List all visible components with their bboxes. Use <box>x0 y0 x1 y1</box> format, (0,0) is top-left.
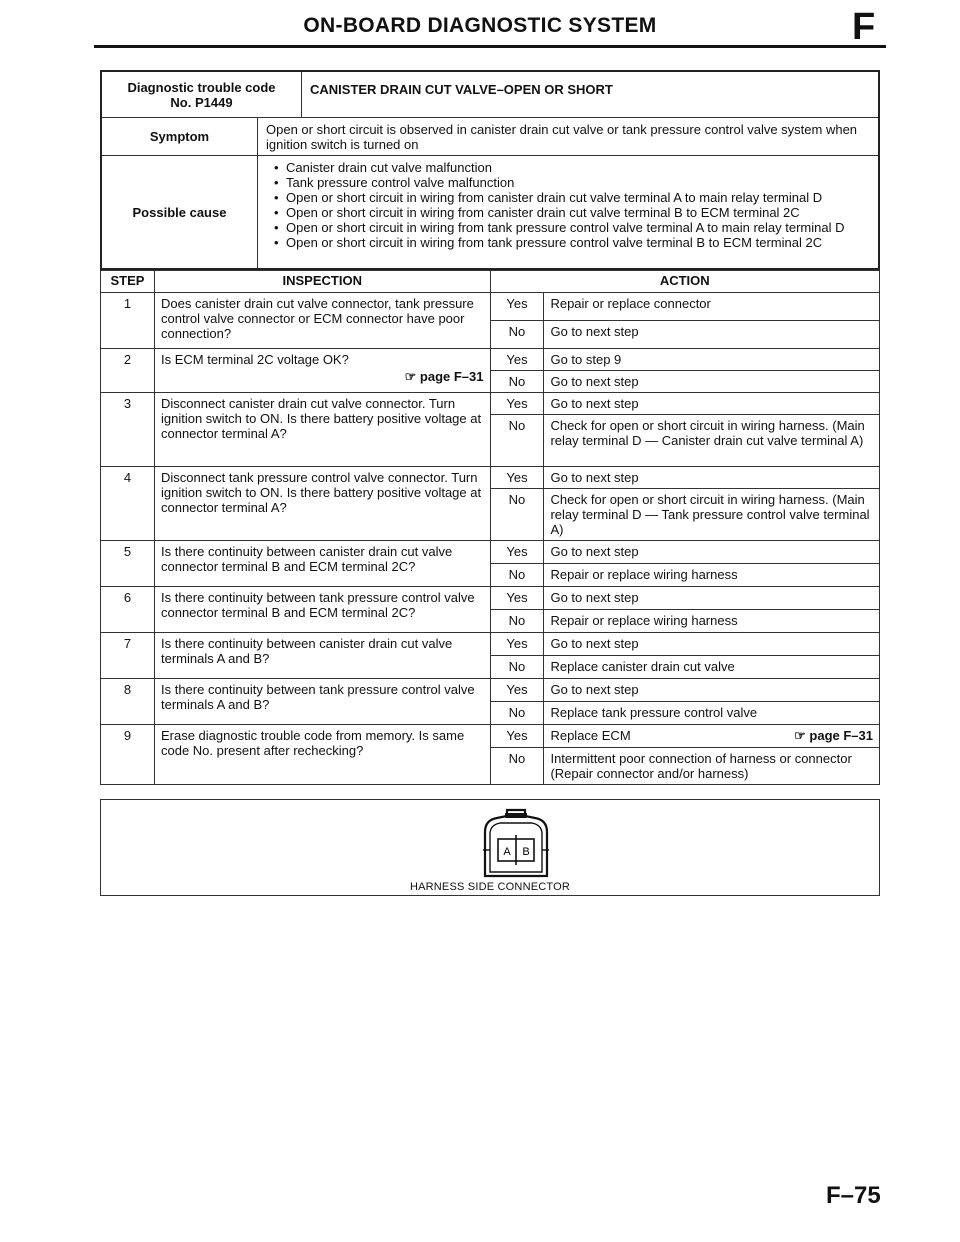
steps-body <box>101 293 880 785</box>
yes-label: Yes <box>490 293 544 321</box>
yes-label: Yes <box>490 633 544 656</box>
action-header: ACTION <box>490 271 880 293</box>
dtc-code-label: Diagnostic trouble code No. P1449 <box>102 72 302 117</box>
inspection-cell <box>154 349 490 393</box>
terminal-a-label: A <box>503 846 511 858</box>
no-label: No <box>490 321 544 349</box>
cause-item: • Open or short circuit in wiring from tank pressure control valve terminal B to ECM terminal 2C <box>276 235 870 250</box>
step-number: 4 <box>101 467 155 541</box>
inspection-text: Is there continuity between canister drain cut valve terminals A and B? <box>154 633 490 679</box>
step-number: 2 <box>101 349 155 393</box>
cause-item: • Tank pressure control valve malfunction <box>276 175 870 190</box>
no-label: No <box>490 564 544 587</box>
symptom-text: Open or short circuit is observed in canister drain cut valve or tank pressure control valve system when ignition switch is turned on <box>266 122 858 152</box>
yes-action: Go to next step <box>544 393 880 415</box>
step-number: 5 <box>101 541 155 587</box>
inspection-text: Does canister drain cut valve connector, tank pressure control valve connector or ECM connector have poor connection? <box>154 293 490 349</box>
yes-action: Go to step 9 <box>544 349 880 371</box>
no-label: No <box>490 610 544 633</box>
header-rule <box>94 45 886 48</box>
terminal-b-label: B <box>522 846 530 858</box>
inspection-text: Is ECM terminal 2C voltage OK? <box>160 352 349 367</box>
inspection-text: Disconnect tank pressure control valve connector. Turn ignition switch to ON. Is there battery positive voltage at connector terminal A? <box>154 467 490 541</box>
yes-action: Go to next step <box>544 541 880 564</box>
cause-item: • Open or short circuit in wiring from tank pressure control valve terminal A to main relay terminal D <box>276 220 870 235</box>
dtc-code-row <box>102 72 878 118</box>
yes-label: Yes <box>490 541 544 564</box>
inspection-text: Is there continuity between tank pressure control valve terminals A and B? <box>154 679 490 725</box>
no-label: No <box>490 702 544 725</box>
inspection-header: INSPECTION <box>154 271 490 293</box>
yes-label: Yes <box>490 587 544 610</box>
yes-action: Go to next step <box>544 679 880 702</box>
yes-action: Repair or replace connector <box>544 293 880 321</box>
inspection-text: Is there continuity between canister drain cut valve connector terminal B and ECM terminal 2C? <box>154 541 490 587</box>
page-title: ON-BOARD DIAGNOSTIC SYSTEM <box>303 14 657 37</box>
yes-label: Yes <box>490 349 544 371</box>
step-number: 9 <box>101 725 155 785</box>
table-row <box>101 679 880 702</box>
connector-caption: HARNESS SIDE CONNECTOR <box>409 881 571 893</box>
dtc-info-box <box>100 70 880 270</box>
page-reference-link[interactable]: ☞ page F–31 <box>404 369 484 384</box>
no-action: Intermittent poor connection of harness or connector (Repair connector and/or harness) <box>544 748 880 785</box>
dtc-symptom-row <box>102 118 878 156</box>
no-label: No <box>490 415 544 467</box>
no-action: Check for open or short circuit in wiring harness. (Main relay terminal D — Tank pressure control valve terminal A) <box>544 489 880 541</box>
table-row <box>101 587 880 610</box>
step-number: 1 <box>101 293 155 349</box>
connector-diagram-box <box>100 799 880 896</box>
page-number: F–75 <box>826 1182 881 1209</box>
no-label: No <box>490 371 544 393</box>
step-header: STEP <box>101 271 155 293</box>
dtc-cause-row <box>102 156 878 268</box>
step-number: 7 <box>101 633 155 679</box>
table-row <box>101 467 880 489</box>
inspection-text: Disconnect canister drain cut valve connector. Turn ignition switch to ON. Is there battery positive voltage at connector terminal A? <box>154 393 490 467</box>
cause-item: • Open or short circuit in wiring from canister drain cut valve terminal B to ECM terminal 2C <box>276 205 870 220</box>
cause-item: • Open or short circuit in wiring from canister drain cut valve terminal A to main relay terminal D <box>276 190 870 205</box>
cause-item: • Canister drain cut valve malfunction <box>276 160 870 175</box>
no-action: Go to next step <box>544 321 880 349</box>
symptom-label: Symptom <box>102 118 258 155</box>
inspection-table <box>100 270 880 785</box>
yes-action-cell <box>544 725 880 748</box>
no-label: No <box>490 489 544 541</box>
dtc-title: CANISTER DRAIN CUT VALVE–OPEN OR SHORT <box>310 82 613 97</box>
no-action: Repair or replace wiring harness <box>544 564 880 587</box>
page-reference-link[interactable]: ☞ page F–31 <box>794 728 873 743</box>
yes-action: Go to next step <box>544 587 880 610</box>
no-action: Replace canister drain cut valve <box>544 656 880 679</box>
table-header-row <box>101 271 880 293</box>
yes-action: Go to next step <box>544 633 880 656</box>
no-action: Go to next step <box>544 371 880 393</box>
table-row <box>101 349 880 371</box>
yes-label: Yes <box>490 393 544 415</box>
possible-cause-list <box>266 160 870 250</box>
no-label: No <box>490 748 544 785</box>
yes-action: Replace ECM <box>550 728 631 743</box>
section-letter: F <box>852 6 876 48</box>
harness-connector-icon <box>475 806 557 882</box>
step-number: 8 <box>101 679 155 725</box>
yes-label: Yes <box>490 467 544 489</box>
inspection-text: Is there continuity between tank pressure control valve connector terminal B and ECM terminal 2C? <box>154 587 490 633</box>
table-row <box>101 541 880 564</box>
possible-cause-label: Possible cause <box>102 156 258 268</box>
no-action: Repair or replace wiring harness <box>544 610 880 633</box>
no-action: Check for open or short circuit in wiring harness. (Main relay terminal D — Canister drain cut valve terminal A) <box>544 415 880 467</box>
table-row <box>101 393 880 415</box>
inspection-text: Erase diagnostic trouble code from memory. Is same code No. present after rechecking? <box>154 725 490 785</box>
table-row <box>101 725 880 748</box>
step-number: 6 <box>101 587 155 633</box>
table-row <box>101 633 880 656</box>
table-row <box>101 293 880 321</box>
yes-label: Yes <box>490 679 544 702</box>
yes-action: Go to next step <box>544 467 880 489</box>
step-number: 3 <box>101 393 155 467</box>
no-action: Replace tank pressure control valve <box>544 702 880 725</box>
no-label: No <box>490 656 544 679</box>
yes-label: Yes <box>490 725 544 748</box>
